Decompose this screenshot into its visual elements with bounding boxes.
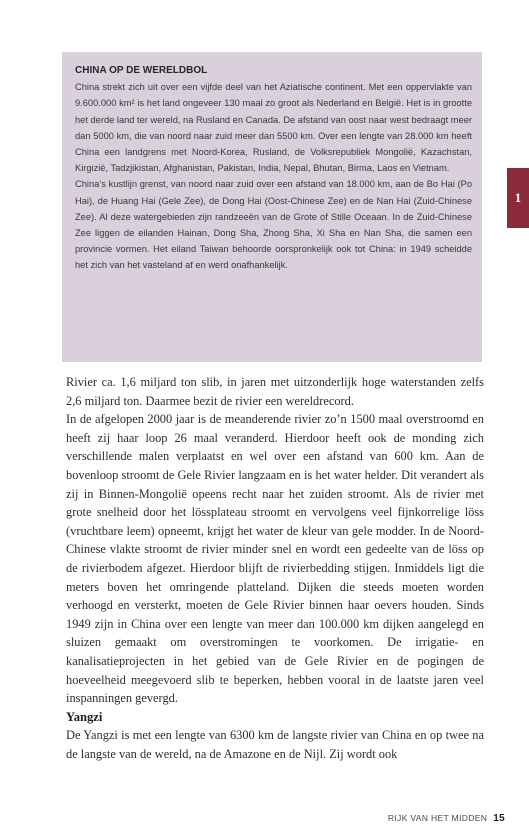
section-heading: Yangzi (66, 709, 103, 724)
sidebar-box (62, 52, 482, 362)
box-paragraph: China’s kustlijn grenst, van noord naar zuid over een afstand van 18.000 km, aan de Bo Hai (Po Hai), de Huang Hai (Gele Zee), de Dong Hai (Oost-Chinese Zee) en de Nan Hai (Zuid-Chinese Zee). Al deze watergebieden zijn randzeeën van de Grote of Stille Oceaan. In de Zuid-Chinese Zee liggen de eilanden Hainan, Dong Sha, Zhong Sha, Xi Sha en Nan Sha, die samen een provincie vormen. Het eiland Taiwan behoorde oorspronkelijk ook tot China: in 1949 scheidde het zich van het vasteland af en werd onafhankelijk. (75, 179, 472, 271)
body-paragraph: In de afgelopen 2000 jaar is de meanderende rivier zo’n 1500 maal overstroomd en heeft zij haar loop 26 maal veranderd. Hierdoor heeft ook de monding zich verschillende malen verplaatst en wel over een afstand van 600 km. Aan de bovenloop stroomt de Gele Rivier langzaam en is het water helder. Dit verandert als zij in Binnen-Mongolië opeens recht naar het zuiden stroomt. Als de rivier met grote snelheid door het lössplateau stroomt en vervolgens veel fijnkorrelige löss (vruchtbare leem) opneemt, krijgt het water de kleur van gele modder. In de Noord-Chinese vlakte stroomt de rivier minder snel en wordt een gedeelte van de löss op de rivierbodem afgezet. Hierdoor blijft de rivierbedding stijgen. Inmiddels ligt die meters boven het omringende platteland. Dijken die steeds moeten worden verhoogd en versterkt, moeten de Gele Rivier binnen haar oevers houden. Sinds 1949 zijn in China over een lengte van meer dan 100.000 km dijken aangelegd en sluizen gemaakt om overstromingen te voorkomen. De irrigatie- en kanalisatieprojecten in het gebied van de Gele Rivier en de pogingen de hoeveelheid meegevoerd slib te beperken, hebben vooral in de laatste jaren veel inspanningen gevergd. (66, 412, 484, 706)
chapter-tab: 1 (507, 168, 529, 228)
running-title: RIJK VAN HET MIDDEN (387, 813, 488, 823)
body-paragraph: De Yangzi is met een lengte van 6300 km de langste rivier van China en op twee na de langste van de wereld, na de Amazone en de Nijl. Zij wordt ook (66, 728, 484, 761)
box-title: CHINA OP DE WERELDBOL (75, 65, 208, 76)
page-number: 15 (493, 813, 505, 824)
body-paragraph: Rivier ca. 1,6 miljard ton slib, in jaren met uitzonderlijk hoge waterstanden zelfs 2,6 miljard ton. Daarmee bezit de rivier een wereldrecord. (66, 375, 484, 408)
body-text (66, 373, 484, 763)
box-paragraph: China strekt zich uit over een vijfde deel van het Aziatische continent. Met een oppervlakte van 9.600.000 km² is het land ongeveer 130 maal zo groot als Nederland en België. Het is in grootte het derde land ter wereld, na Rusland en Canada. De afstand van oost naar west bedraagt meer dan 5000 km, die van noord naar zuid meer dan 5500 km. Over een lengte van 28.000 km heeft China een landgrens met Noord-Korea, Rusland, de Volksrepubliek Mongolië, Kazachstan, Kirgizië, Tadzjikistan, Afghanistan, Pakistan, India, Nepal, Bhutan, Birma, Laos en Vietnam. (75, 82, 472, 174)
page-footer (388, 813, 505, 824)
